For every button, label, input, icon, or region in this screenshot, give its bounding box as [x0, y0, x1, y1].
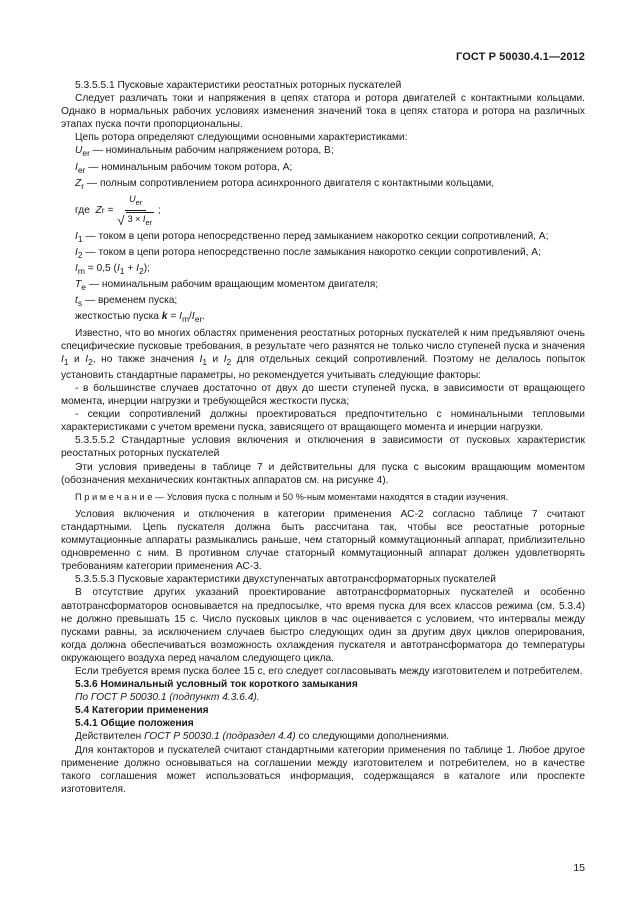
fraction	[117, 193, 154, 229]
paragraph: Следует различать токи и напряжения в цепях статора и ротора двигателей с контактными кольцами. Однако в нормальных рабочих условиях изменения значений тока в цепях статора и ротора на различных этапах пуска почти пропорциональны.	[61, 93, 585, 131]
section-heading-5-3-5-5-2: 5.3.5.5.2 Стандартные условия включения и отключения в зависимости от пусковых характеристик реостатных роторных пускателей	[61, 435, 585, 460]
definition-im: $I_m = 0,5$ $(I_1 + I_2)$;	[75, 263, 150, 277]
definition-ier: $I_{er}$ — номинальным рабочим током ротора, А;	[75, 161, 293, 175]
paragraph: Действителен ГОСТ Р 50030.1 (подраздел 4.4) со следующими дополнениями.	[75, 731, 450, 743]
sqrt-icon: √	[117, 212, 125, 228]
document-body	[61, 79, 585, 796]
page-number: 15	[573, 862, 585, 874]
paragraph: Цепь ротора определяют следующими основными характеристиками:	[75, 132, 408, 144]
paragraph: Если требуется время пуска более 15 с, его следует согласовывать между изготовителем и потребителем.	[75, 665, 583, 677]
list-item: - секции сопротивлений должны проектироваться предпочтительно с номинальными тепловыми характеристиками с учетом времени пуска, зависящего от вращающего момента и инерции нагрузки.	[61, 409, 585, 434]
fraction-numerator: $U_{er}$	[125, 193, 146, 211]
definition-ts: $t_s$ — временем пуска;	[75, 295, 178, 309]
paragraph: Для контакторов и пускателей считают стандартными категории применения по таблице 1. Любое другое применение должно основываться на соглашении между изготовителем и потребителем, но в качестве такого соглашения может использоваться информация, содержащаяся в каталоге или проспекте изготовителя.	[61, 744, 585, 795]
paragraph: В отсутствие других указаний проектирование автотрансформаторных пускателей и особенно автотрансформаторов основывается на предпосылке, что время пуска для всех классов режима (см. 5.3.4) не должно превышать 15 с. Число пусковых циклов в час оценивается с условием, что интервалы между пусками равны, за исключением случаев быстро следующих один за другим двух циклов оперирования, когда должна обеспечиваться возможность охлаждения пускателя и автотрансформатора до температуры окружающего воздуха перед началом следующего цикла.	[61, 587, 585, 664]
section-heading-5-3-5-5-1: 5.3.5.5.1 Пусковые характеристики реостатных роторных пускателей	[75, 80, 402, 91]
fraction-denominator: √ $3 \times I_{er}$	[117, 212, 153, 228]
definition-i2: $I_2$ — током в цепи ротора непосредственно после замыкания накоротко секции сопротивлений, А;	[75, 246, 541, 260]
section-heading-5-4: 5.4 Категории применения	[75, 705, 209, 717]
page-header-standard: ГОСТ Р 50030.4.1—2012	[456, 51, 585, 63]
formula-zr: где Z r = $U_{er}$ √ $3 \times I_{er}$ ;	[75, 193, 161, 228]
paragraph: Условия включения и отключения в категории применения АС-2 согласно таблице 7 считают стандартными. Цепь пускателя должна быть рассчитана так, чтобы все реостатные роторные коммутационные аппараты размыкались раньше, чем статорный коммутационный аппарат, приблизительно одновременно с ним. В противном случае статорный коммутационный аппарат должен удовлетворять требованиям категории применения АС-3.	[61, 508, 585, 573]
definition-uer: $U_{er}$ — номинальным рабочим напряжением ротора, В;	[75, 145, 334, 159]
definition-i1: $I_1$ — током в цепи ротора непосредственно перед замыканием накоротко секции сопротивлений, А;	[75, 230, 549, 244]
definition-te: $T_e$ — номинальным рабочим вращающим моментом двигателя;	[75, 279, 379, 293]
reference: По ГОСТ Р 50030.1 (подпункт 4.3.6.4).	[75, 692, 260, 704]
paragraph: Эти условия приведены в таблице 7 и действительны для пуска с высоким вращающим моментом (обозначения механических контактных аппаратов см. на рисунке 4).	[61, 461, 585, 486]
note: П р и м е ч а н и е — Условия пуска с полным и 50 %-ным моментами находятся в стадии изучения.	[75, 491, 509, 502]
section-heading-5-3-5-5-3: 5.3.5.5.3 Пусковые характеристики двухступенчатых автотрансформаторных пускателей	[75, 574, 496, 586]
section-heading-5-3-6: 5.3.6 Номинальный условный ток короткого замыкания	[75, 679, 358, 691]
definition-zr: $Z_r$ — полным сопротивлением ротора асинхронного двигателя с контактными кольцами,	[75, 177, 495, 191]
section-heading-5-4-1: 5.4.1 Общие положения	[75, 718, 194, 730]
definition-k: жесткостью пуска $k = I_m/I_{er}$.	[75, 311, 206, 325]
list-item: - в большинстве случаев достаточно от двух до шести ступеней пуска, в зависимости от вращающего момента, инерции нагрузки и требующейся жесткости пуска;	[61, 383, 585, 408]
paragraph: Известно, что во многих областях применения реостатных роторных пускателей к ним предъявляют очень специфические пусковые требования, в результате чего разнятся не только число ступеней пуска и значения $I_1$ и $I_2$, но также значения $I_1$ и $I_2$ для отдельных секций сопротивлений. Поэтому не делалось попыток установить стандартные параметры, но рекомендуется учитывать следующие факторы:	[61, 327, 585, 381]
